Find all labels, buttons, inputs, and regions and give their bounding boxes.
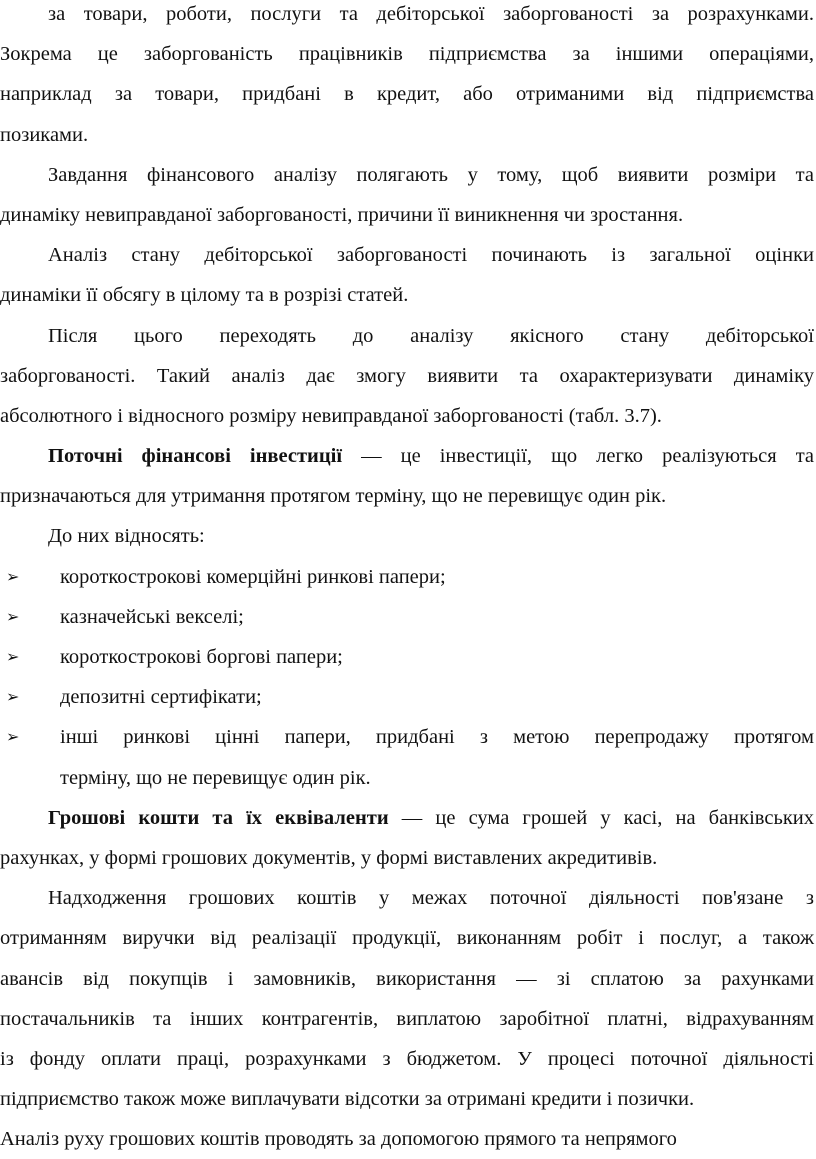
list-item-text: казначейські векселі; <box>60 605 244 628</box>
text-line: динаміки її обсягу в цілому та в розрізі статей. <box>0 284 409 307</box>
text-line: Після цього переходять до аналізу якісного стану дебіторської <box>48 324 814 347</box>
text-line: отриманням виручки від реалізації продукції, виконанням робіт і послуг, а також <box>0 927 814 950</box>
text-line: призначаються для утримання протягом терміну, що не перевищує один рік. <box>0 485 667 508</box>
list-item <box>0 597 816 637</box>
text-line: Зокрема це заборгованість працівників підприємства за іншими операціями, <box>0 43 814 66</box>
text-line: за товари, роботи, послуги та дебіторської заборгованості за розрахунками. <box>48 3 814 25</box>
list-item <box>0 637 816 677</box>
list-item-continuation: терміну, що не перевищує один рік. <box>60 766 371 789</box>
text-line: Надходження грошових коштів у межах поточної діяльності пов'язане з <box>48 887 814 910</box>
text-line: Завдання фінансового аналізу полягають у тому, щоб виявити розміри та <box>48 163 814 186</box>
list-item-text: депозитні сертифікати; <box>60 686 262 709</box>
text-line: абсолютного і відносного розміру невиправданої заборгованості (табл. 3.7). <box>0 404 662 427</box>
text-line: із фонду оплати праці, розрахунками з бюджетом. У процесі поточної діяльності <box>0 1047 814 1070</box>
text-line: Аналіз стану дебіторської заборгованості починають із загальної оцінки <box>48 244 814 267</box>
text-line <box>0 436 816 476</box>
text-line: наприклад за товари, придбані в кредит, або отриманими від підприємства <box>0 83 814 106</box>
arrow-bullet-icon: ➢ <box>6 687 20 707</box>
term-cash-equivalents: Грошові кошти та їх еквіваленти <box>48 806 389 829</box>
term-current-investments: Поточні фінансові інвестиції <box>48 445 343 468</box>
arrow-bullet-icon: ➢ <box>6 566 20 586</box>
text-line: рахунках, у формі грошових документів, у формі виставлених акредитивів. <box>0 846 658 869</box>
list-item <box>0 557 816 597</box>
arrow-bullet-icon: ➢ <box>6 647 20 666</box>
arrow-bullet-icon: ➢ <box>6 606 20 626</box>
definition-text: — це інвестиції, що легко реалізуються та <box>342 445 814 468</box>
text-line <box>0 798 816 838</box>
text-line: динаміку невиправданої заборгованості, причини її виникнення чи зростання. <box>0 203 684 226</box>
text-line: Аналіз руху грошових коштів проводять за допомогою прямого та непрямого <box>0 1128 677 1151</box>
text-line: підприємство також може виплачувати відсотки за отримані кредити і позички. <box>0 1088 695 1111</box>
definition-text: — це сума грошей у касі, на банківських <box>388 806 814 829</box>
text-line: позиками. <box>0 123 89 146</box>
text-line: До них відносять: <box>48 525 205 548</box>
arrow-bullet-icon: ➢ <box>6 727 20 747</box>
list-item-text: короткострокові комерційні ринкові папери; <box>60 565 446 588</box>
list-item <box>0 677 816 717</box>
list-item <box>0 717 816 757</box>
text-line: постачальників та інших контрагентів, виплатою заробітної платні, відрахуванням <box>0 1007 814 1030</box>
list-item-text: короткострокові боргові папери; <box>60 646 343 668</box>
text-line: авансів від покупців і замовників, використання — зі сплатою за рахунками <box>0 967 814 990</box>
list-item-text: інші ринкові цінні папери, придбані з метою перепродажу протягом <box>60 726 814 749</box>
text-line: заборгованості. Такий аналіз дає змогу виявити та охарактеризувати динаміку <box>0 364 814 387</box>
